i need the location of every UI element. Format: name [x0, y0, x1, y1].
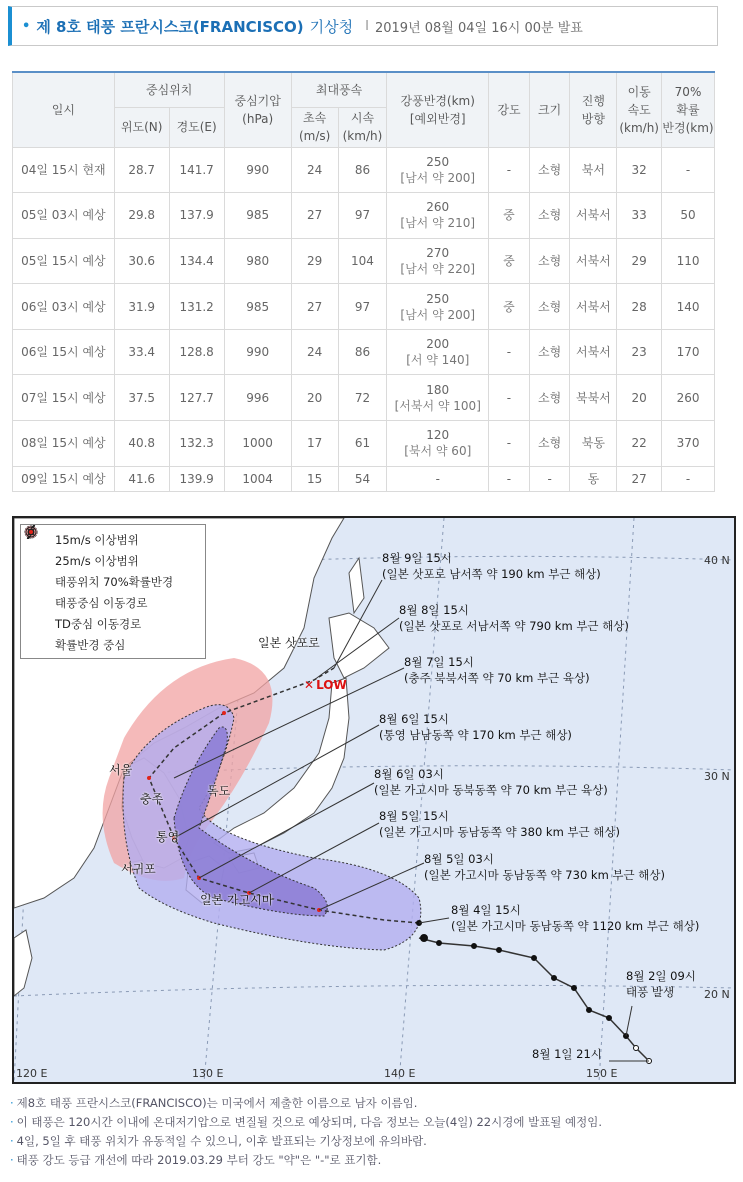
table-row — [13, 147, 715, 193]
city-sapporo: 일본 삿포로 — [258, 636, 320, 650]
cell-speed: 23 — [617, 329, 662, 375]
forecast-label-0804-15: 8월 4일 15시 (일본 가고시마 동남동쪽 약 1120 km 부근 해상) — [451, 903, 700, 933]
cell-wind-kmh: 104 — [338, 238, 387, 284]
cell-wind-ms: 24 — [291, 147, 338, 193]
legend-item — [27, 613, 199, 634]
col-lat: 위도(N) — [114, 107, 169, 147]
col-speed: 이동 속도 (km/h) — [617, 72, 662, 147]
cell-time: 09일 15시 예상 — [13, 466, 115, 491]
cell-wind-ms: 27 — [291, 284, 338, 330]
forecast-label-0808: 8월 8일 15시 (일본 삿포로 서남서쪽 약 790 km 부근 해상) — [399, 603, 629, 633]
table-row — [13, 375, 715, 421]
cell-radius: - — [387, 466, 489, 491]
sakhalin — [349, 558, 364, 613]
cell-speed: 32 — [617, 147, 662, 193]
cell-lon: 139.9 — [169, 466, 224, 491]
cell-lat: 31.9 — [114, 284, 169, 330]
issue-date: 2019년 08월 04일 16시 00분 발표 — [374, 20, 583, 36]
cell-direction: 서북서 — [570, 193, 617, 239]
cell-direction: 서북서 — [570, 284, 617, 330]
cell-probability: - — [662, 466, 715, 491]
cell-direction: 서북서 — [570, 238, 617, 284]
col-time: 일시 — [13, 72, 115, 147]
city-seoul: 서울 — [109, 763, 133, 777]
cell-strength: 중 — [489, 284, 530, 330]
cell-radius: 200 [서 약 140] — [387, 329, 489, 375]
typhoon-track-map — [12, 516, 736, 1084]
cell-probability: 260 — [662, 375, 715, 421]
col-radius: 강풍반경(km) [예외반경] — [387, 72, 489, 147]
cell-pressure: 985 — [224, 284, 291, 330]
page-title: 제 8호 태풍 프란시스코(FRANCISCO) — [36, 17, 304, 36]
cell-radius: 250 [남서 약 200] — [387, 147, 489, 193]
cell-time: 05일 15시 예상 — [13, 238, 115, 284]
cell-wind-kmh: 54 — [338, 466, 387, 491]
map-legend — [20, 524, 206, 659]
legend-item — [27, 634, 199, 655]
cell-pressure: 1000 — [224, 421, 291, 467]
cell-lon: 137.9 — [169, 193, 224, 239]
table-row — [13, 193, 715, 239]
table-row — [13, 421, 715, 467]
pink-circle-icon — [27, 575, 51, 589]
cell-size: 소형 — [529, 375, 570, 421]
purple-circle-icon — [27, 554, 51, 568]
forecast-label-0805-03: 8월 5일 03시 (일본 가고시마 동남동쪽 약 730 km 부근 해상) — [424, 852, 666, 882]
title-separator: I — [365, 18, 369, 34]
cell-size: - — [529, 466, 570, 491]
lon-label-140: 140 E — [384, 1067, 416, 1080]
cell-size: 소형 — [529, 421, 570, 467]
forecast-label-0807: 8월 7일 15시 (충주 북북서쪽 약 70 km 부근 육상) — [404, 655, 590, 685]
cell-radius: 180 [서북서 약 100] — [387, 375, 489, 421]
taiwan — [14, 930, 32, 996]
cell-wind-ms: 27 — [291, 193, 338, 239]
cell-wind-ms: 17 — [291, 421, 338, 467]
cell-strength: - — [489, 329, 530, 375]
title-bullet: • — [22, 18, 31, 34]
legend-label: 태풍위치 70%확률반경 — [55, 574, 174, 589]
cell-lon: 132.3 — [169, 421, 224, 467]
legend-label: TD중심 이동경로 — [55, 616, 142, 631]
cell-direction: 서북서 — [570, 329, 617, 375]
table-row — [13, 238, 715, 284]
genesis-label: 8월 2일 09시 태풍 발생 — [626, 969, 696, 999]
lat-label-20: 20 N — [704, 988, 730, 1001]
cell-lat: 37.5 — [114, 375, 169, 421]
cell-wind-ms: 20 — [291, 375, 338, 421]
td-track-point — [634, 1046, 639, 1051]
cell-time: 04일 15시 현재 — [13, 147, 115, 193]
cell-direction: 북서 — [570, 147, 617, 193]
legend-item — [27, 529, 199, 550]
cell-wind-kmh: 97 — [338, 284, 387, 330]
typhoon-track-point — [437, 941, 442, 946]
cell-wind-kmh: 86 — [338, 329, 387, 375]
cell-lat: 41.6 — [114, 466, 169, 491]
cell-lat: 28.7 — [114, 147, 169, 193]
table-row — [13, 466, 715, 491]
col-ms: 초속 (m/s) — [291, 107, 338, 147]
legend-item — [27, 592, 199, 613]
forecast-label-0805-15: 8월 5일 15시 (일본 가고시마 동남동쪽 약 380 km 부근 해상) — [379, 809, 621, 839]
cell-speed: 27 — [617, 466, 662, 491]
cell-size: 소형 — [529, 147, 570, 193]
col-wind: 최대풍속 — [291, 72, 387, 107]
cell-wind-ms: 24 — [291, 329, 338, 375]
cell-pressure: 980 — [224, 238, 291, 284]
col-direction: 진행 방향 — [570, 72, 617, 147]
typhoon-track-point — [472, 944, 477, 949]
cell-probability: 370 — [662, 421, 715, 467]
typhoon-track-point — [497, 948, 502, 953]
cell-wind-ms: 29 — [291, 238, 338, 284]
cell-wind-kmh: 72 — [338, 375, 387, 421]
typhoon-track-point — [552, 976, 557, 981]
cell-lon: 128.8 — [169, 329, 224, 375]
cell-strength: - — [489, 375, 530, 421]
city-tongyeong: 통영 — [156, 830, 180, 844]
cell-probability: 140 — [662, 284, 715, 330]
cell-strength: - — [489, 466, 530, 491]
legend-label: 15m/s 이상범위 — [55, 532, 139, 547]
low-marker: ✕ LOW — [304, 678, 347, 692]
city-kagoshima: 일본 가고시마 — [200, 893, 274, 907]
cell-lon: 134.4 — [169, 238, 224, 284]
forecast-table — [12, 71, 715, 492]
col-strength: 강도 — [489, 72, 530, 147]
cell-direction: 북북서 — [570, 375, 617, 421]
note-item: · 태풍 강도 등급 개선에 따라 2019.03.29 부터 강도 "약"은 "-"로 표기함. — [10, 1153, 382, 1167]
cell-size: 소형 — [529, 329, 570, 375]
col-kmh: 시속 (km/h) — [338, 107, 387, 147]
lon-label-130: 130 E — [192, 1067, 224, 1080]
cell-lat: 33.4 — [114, 329, 169, 375]
col-size: 크기 — [529, 72, 570, 147]
cell-probability: 170 — [662, 329, 715, 375]
forecast-label-0806-03: 8월 6일 03시 (일본 가고시마 동북동쪽 약 70 km 부근 육상) — [374, 767, 608, 797]
legend-label: 확률반경 중심 — [55, 637, 126, 652]
cell-probability: 50 — [662, 193, 715, 239]
cell-probability: 110 — [662, 238, 715, 284]
cell-strength: 중 — [489, 193, 530, 239]
prob-center-dot — [222, 711, 226, 715]
cell-time: 07일 15시 예상 — [13, 375, 115, 421]
prob-center-dot — [147, 776, 151, 780]
typhoon-track-point — [532, 956, 537, 961]
cell-pressure: 990 — [224, 329, 291, 375]
cell-strength: 중 — [489, 238, 530, 284]
cell-strength: - — [489, 421, 530, 467]
cell-radius: 260 [남서 약 210] — [387, 193, 489, 239]
col-probability: 70% 확률 반경(km) — [662, 72, 715, 147]
legend-item — [27, 550, 199, 571]
cell-speed: 33 — [617, 193, 662, 239]
cell-size: 소형 — [529, 284, 570, 330]
cell-probability: - — [662, 147, 715, 193]
lon-label-150: 150 E — [586, 1067, 618, 1080]
cell-time: 06일 03시 예상 — [13, 284, 115, 330]
col-pressure: 중심기압 (hPa) — [224, 72, 291, 147]
cell-radius: 120 [북서 약 60] — [387, 421, 489, 467]
cell-wind-ms: 15 — [291, 466, 338, 491]
cell-speed: 29 — [617, 238, 662, 284]
cell-wind-kmh: 61 — [338, 421, 387, 467]
cell-time: 06일 15시 예상 — [13, 329, 115, 375]
cell-speed: 20 — [617, 375, 662, 421]
td-cross-icon — [27, 617, 51, 631]
cell-pressure: 985 — [224, 193, 291, 239]
cell-lat: 30.6 — [114, 238, 169, 284]
lat-label-30: 30 N — [704, 770, 730, 783]
cell-wind-kmh: 97 — [338, 193, 387, 239]
leader-line — [626, 1006, 632, 1036]
cell-radius: 250 [남서 약 200] — [387, 284, 489, 330]
cell-pressure: 990 — [224, 147, 291, 193]
cell-time: 05일 03시 예상 — [13, 193, 115, 239]
city-chungju: 충주 — [140, 792, 164, 806]
notes — [10, 1094, 730, 1170]
cell-direction: 동 — [570, 466, 617, 491]
note-item: · 제8호 태풍 프란시스코(FRANCISCO)는 미국에서 제출한 이름으로 남자 이름임. — [10, 1096, 418, 1110]
red-dot-icon — [27, 638, 51, 652]
table-row — [13, 284, 715, 330]
cell-pressure: 1004 — [224, 466, 291, 491]
cell-strength: - — [489, 147, 530, 193]
cell-lat: 29.8 — [114, 193, 169, 239]
note-item: · 이 태풍은 120시간 이내에 온대저기압으로 변질될 것으로 예상되며, 다음 정보는 오늘(4일) 22시경에 발표될 예정임. — [10, 1115, 603, 1129]
cell-lon: 131.2 — [169, 284, 224, 330]
legend-item — [27, 571, 199, 592]
table-row — [13, 329, 715, 375]
cell-speed: 22 — [617, 421, 662, 467]
cell-direction: 북동 — [570, 421, 617, 467]
cell-time: 08일 15시 예상 — [13, 421, 115, 467]
lon-label-120: 120 E — [16, 1067, 48, 1080]
issuer-name: 기상청 — [309, 17, 354, 36]
typhoon-track-point — [421, 935, 428, 942]
typhoon-track-point — [607, 1016, 612, 1021]
typhoon-symbol-icon — [27, 596, 51, 610]
city-seogwipo: 서귀포 — [121, 862, 156, 876]
col-center: 중심위치 — [114, 72, 224, 107]
cell-lon: 127.7 — [169, 375, 224, 421]
start-label: 8월 1일 21시 — [532, 1047, 602, 1061]
cell-radius: 270 [남서 약 220] — [387, 238, 489, 284]
leader-line — [419, 918, 449, 923]
title-bar — [8, 6, 718, 46]
track-points — [417, 921, 652, 1064]
cell-wind-kmh: 86 — [338, 147, 387, 193]
cell-lon: 141.7 — [169, 147, 224, 193]
lat-label-40: 40 N — [704, 554, 730, 567]
city-dokdo: 독도 — [207, 784, 231, 798]
cell-lat: 40.8 — [114, 421, 169, 467]
cell-size: 소형 — [529, 238, 570, 284]
cell-size: 소형 — [529, 193, 570, 239]
forecast-label-0806-15: 8월 6일 15시 (통영 남남동쪽 약 170 km 부근 해상) — [379, 712, 572, 742]
note-item: · 4일, 5일 후 태풍 위치가 유동적일 수 있으니, 이후 발표되는 기상정보에 유의바람. — [10, 1134, 427, 1148]
legend-label: 태풍중심 이동경로 — [55, 595, 148, 610]
cell-speed: 28 — [617, 284, 662, 330]
typhoon-track-point — [587, 1008, 592, 1013]
typhoon-track-point — [572, 986, 577, 991]
col-lon: 경도(E) — [169, 107, 224, 147]
legend-label: 25m/s 이상범위 — [55, 553, 139, 568]
forecast-label-0809: 8월 9일 15시 (일본 삿포로 남서쪽 약 190 km 부근 해상) — [382, 551, 601, 581]
cell-pressure: 996 — [224, 375, 291, 421]
